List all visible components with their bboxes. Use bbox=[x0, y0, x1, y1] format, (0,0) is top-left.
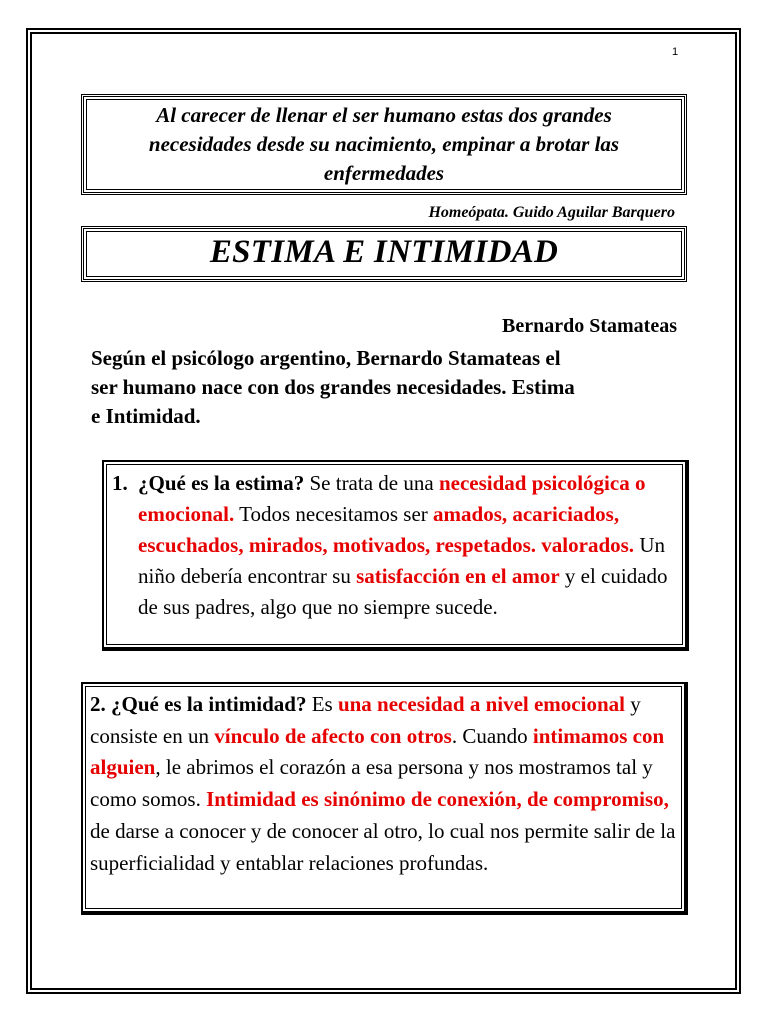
page-title: ESTIMA E INTIMIDAD bbox=[209, 234, 559, 270]
intro-line: ser humano nace con dos grandes necesidades. Estima bbox=[91, 375, 575, 399]
byline: Bernardo Stamateas bbox=[502, 315, 677, 337]
section1-text-3: Un niño debería encontrar su bbox=[138, 533, 665, 588]
section1-text-4: y el cuidado de sus padres, algo que no siempre sucede. bbox=[138, 564, 668, 619]
section2-text-2: y consiste en un bbox=[90, 692, 641, 748]
section1-text-2: Todos necesitamos ser bbox=[234, 502, 434, 526]
page-number: 1 bbox=[671, 46, 679, 58]
section1-highlight-3: satisfacción en el amor bbox=[356, 564, 560, 588]
quote-line: enfermedades bbox=[323, 161, 445, 185]
intro-line: e Intimidad. bbox=[91, 404, 201, 428]
section1-text bbox=[112, 468, 682, 623]
section2-text-1: Es bbox=[306, 692, 338, 716]
quote-line: Al carecer de llenar el ser humano estas dos grandes bbox=[156, 103, 612, 127]
section2-text-3: . Cuando bbox=[451, 723, 533, 748]
section2-question: 2. ¿Qué es la intimidad? bbox=[90, 692, 307, 716]
quote-text bbox=[86, 101, 682, 188]
section1-number: 1. bbox=[112, 471, 128, 495]
intro-line: Según el psicólogo argentino, Bernardo Stamateas el bbox=[91, 346, 561, 370]
section1-question: ¿Qué es la estima? bbox=[138, 471, 305, 495]
author-credit: Homeópata. Guido Aguilar Barquero bbox=[428, 204, 675, 221]
intro-paragraph bbox=[91, 344, 681, 431]
section2-highlight-1: una necesidad a nivel emocional bbox=[337, 692, 625, 716]
section1-highlight-2: amados, acariciados, escuchados, mirados, motivados, respetados. valorados. bbox=[138, 502, 635, 557]
section2-text-4: , le abrimos el corazón a esa persona y nos mostramos tal y como somos. bbox=[90, 755, 653, 812]
section1-text-1: Se trata de una bbox=[304, 471, 439, 495]
section2-highlight-3: intimamos con alguien bbox=[90, 723, 665, 780]
section2-highlight-2: vínculo de afecto con otros bbox=[214, 723, 452, 748]
quote-line: necesidades desde su nacimiento, empinar a brotar las bbox=[148, 132, 620, 156]
section2-text-5: de darse a conocer y de conocer al otro, lo cual nos permite salir de la superficialidad y entablar relaciones profundas. bbox=[90, 818, 676, 875]
section1-highlight-1: necesidad psicológica o emocional. bbox=[138, 471, 646, 526]
section2-text bbox=[90, 689, 680, 879]
section2-highlight-4: Intimidad es sinónimo de conexión, de compromiso, bbox=[206, 787, 669, 812]
